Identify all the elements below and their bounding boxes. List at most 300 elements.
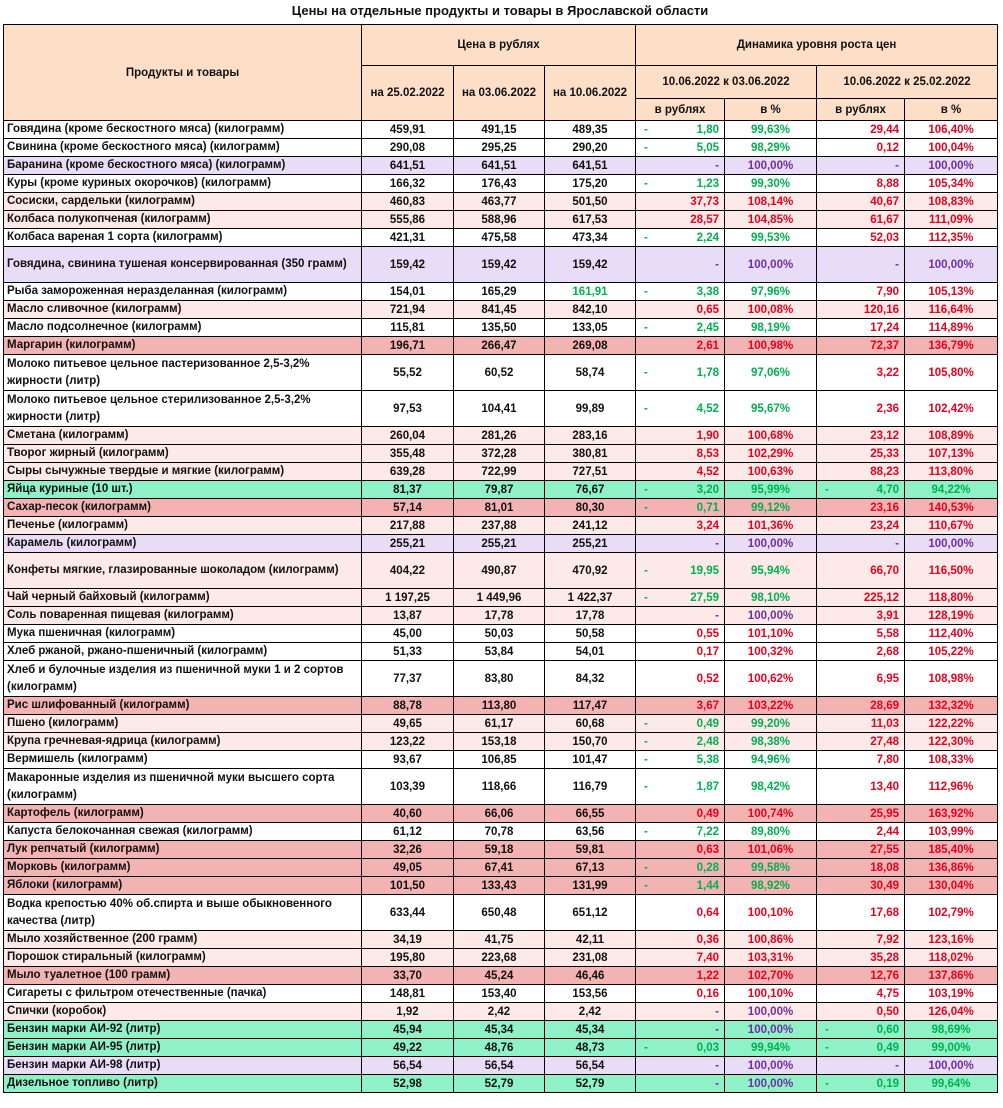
change-pct-week: 102,29% [725,445,817,463]
price-date-1: 721,94 [362,301,454,319]
price-date-1: 49,22 [362,1039,454,1057]
change-rub-week [636,589,725,607]
change-pct-week: 95,99% [725,481,817,499]
price-date-2: 153,18 [454,733,545,751]
change-pct-total: 122,30% [905,733,998,751]
report-title: Цены на отдельные продукты и товары в Ярославской области [291,3,709,18]
change-pct-total: 105,22% [905,643,998,661]
change-pct-week: 100,00% [725,607,817,625]
change-rub-total-value: 28,69 [870,699,899,712]
change-rub-total [817,535,905,553]
change-rub-week [636,949,725,967]
change-rub-total [817,319,905,337]
change-rub-total [817,949,905,967]
table-row [4,535,998,553]
table-row [4,517,998,535]
change-pct-week: 103,31% [725,949,817,967]
price-date-1: 159,42 [362,247,454,283]
change-rub-week-value: 2,61 [696,339,719,352]
change-rub-week [636,319,725,337]
change-rub-week [636,445,725,463]
change-rub-total-value: 27,55 [870,843,899,856]
change-pct-total: 100,04% [905,139,998,157]
change-rub-total [817,481,905,499]
change-rub-week [636,283,725,301]
product-name: Бензин марки АИ-95 (литр) [4,1039,362,1057]
product-name: Сметана (килограмм) [4,427,362,445]
change-rub-week-value: - [715,1059,719,1072]
change-rub-week [636,643,725,661]
price-date-1: 40,60 [362,805,454,823]
price-date-3: 46,46 [545,967,636,985]
table-row [4,211,998,229]
minus-sign: - [825,1041,829,1054]
price-date-2: 133,43 [454,877,545,895]
change-rub-total [817,661,905,697]
change-rub-total [817,1039,905,1057]
change-pct-week: 97,06% [725,355,817,391]
price-date-1: 639,28 [362,463,454,481]
price-date-2: 588,96 [454,211,545,229]
table-row [4,841,998,859]
table-row [4,337,998,355]
change-rub-total [817,445,905,463]
price-date-1: 81,37 [362,481,454,499]
price-date-3: 501,50 [545,193,636,211]
table-body [4,121,998,1093]
change-pct-total: 108,98% [905,661,998,697]
change-rub-week [636,751,725,769]
header-period-2: 10.06.2022 к 25.02.2022 [817,66,998,99]
change-pct-week: 100,74% [725,805,817,823]
change-rub-total-value: 7,92 [876,933,899,946]
change-rub-week-value: 0,16 [696,987,719,1000]
price-date-1: 49,65 [362,715,454,733]
price-date-1: 123,22 [362,733,454,751]
change-rub-week [636,247,725,283]
change-rub-total [817,157,905,175]
change-pct-total: 103,99% [905,823,998,841]
price-date-2: 67,41 [454,859,545,877]
change-rub-total [817,823,905,841]
change-rub-total [817,967,905,985]
change-rub-week-value: 1,80 [696,123,719,136]
table-row [4,427,998,445]
product-name: Печенье (килограмм) [4,517,362,535]
table-row [4,481,998,499]
change-pct-total: 112,96% [905,769,998,805]
change-rub-week [636,733,725,751]
price-date-1: 1,92 [362,1003,454,1021]
header-rub-1: в рублях [636,99,725,121]
table-row [4,985,998,1003]
price-date-3: 150,70 [545,733,636,751]
change-rub-total-value: 17,68 [870,906,899,919]
table-row [4,121,998,139]
change-rub-total [817,733,905,751]
product-name: Сыры сычужные твердые и мягкие (килограмм) [4,463,362,481]
change-pct-total: 100,00% [905,1057,998,1075]
change-pct-total: 94,22% [905,481,998,499]
table-row [4,391,998,427]
price-date-2: 83,80 [454,661,545,697]
header-period-1: 10.06.2022 к 03.06.2022 [636,66,817,99]
change-pct-total: 105,34% [905,175,998,193]
product-name: Лук репчатый (килограмм) [4,841,362,859]
change-pct-total: 130,04% [905,877,998,895]
price-date-3: 269,08 [545,337,636,355]
price-date-2: 48,76 [454,1039,545,1057]
change-rub-total [817,1021,905,1039]
change-rub-total [817,715,905,733]
change-pct-total: 126,04% [905,1003,998,1021]
price-date-3: 42,11 [545,931,636,949]
change-rub-total-value: 0,19 [876,1077,899,1090]
price-date-3: 161,91 [545,283,636,301]
product-name: Порошок стиральный (килограмм) [4,949,362,967]
change-pct-total: 122,22% [905,715,998,733]
product-name: Мука пшеничная (килограмм) [4,625,362,643]
change-rub-total-value: 40,67 [870,195,899,208]
change-pct-week: 101,10% [725,625,817,643]
product-name: Водка крепостью 40% об.спирта и выше обыкновенного качества (литр) [4,895,362,931]
change-rub-total-value: 4,70 [876,483,899,496]
header-products: Продукты и товары [4,25,362,121]
change-rub-total-value: 7,90 [876,285,899,298]
header-date-3: на 10.06.2022 [545,66,636,121]
change-rub-week-value: 0,65 [696,303,719,316]
price-date-3: 60,68 [545,715,636,733]
change-rub-week-value: - [715,537,719,550]
change-pct-week: 99,30% [725,175,817,193]
price-date-2: 650,48 [454,895,545,931]
change-rub-week-value: 1,44 [696,879,719,892]
change-pct-week: 100,10% [725,985,817,1003]
change-rub-total-value: 0,49 [876,1041,899,1054]
price-date-1: 93,67 [362,751,454,769]
price-date-1: 148,81 [362,985,454,1003]
change-pct-total: 116,64% [905,301,998,319]
change-rub-total [817,229,905,247]
change-rub-total-value: 3,91 [876,609,899,622]
change-rub-week-value: 3,20 [696,483,719,496]
price-date-1: 55,52 [362,355,454,391]
change-pct-week: 98,29% [725,139,817,157]
change-rub-week [636,463,725,481]
change-pct-week: 99,53% [725,229,817,247]
product-name: Пшено (килограмм) [4,715,362,733]
change-pct-week: 100,86% [725,931,817,949]
header-price-group: Цена в рублях [362,25,636,66]
change-pct-total: 136,79% [905,337,998,355]
minus-sign: - [644,591,648,604]
change-rub-total-value: 6,95 [876,672,899,685]
change-rub-week-value: 2,24 [696,231,719,244]
table-row [4,301,998,319]
minus-sign: - [644,1041,648,1054]
change-pct-week: 100,00% [725,535,817,553]
price-date-3: 101,47 [545,751,636,769]
change-rub-total [817,625,905,643]
price-date-3: 63,56 [545,823,636,841]
price-date-2: 45,34 [454,1021,545,1039]
price-date-2: 135,50 [454,319,545,337]
price-date-3: 17,78 [545,607,636,625]
change-rub-total-value: 11,03 [870,717,899,730]
change-rub-week [636,391,725,427]
change-rub-total-value: 0,12 [876,141,899,154]
change-rub-total [817,463,905,481]
price-date-1: 1 197,25 [362,589,454,607]
change-rub-total-value: 0,50 [876,1005,899,1018]
change-rub-week-value: 3,38 [696,285,719,298]
change-rub-total-value: 2,68 [876,645,899,658]
change-pct-total: 140,53% [905,499,998,517]
change-rub-total [817,193,905,211]
price-date-2: 79,87 [454,481,545,499]
price-date-2: 223,68 [454,949,545,967]
price-date-1: 32,26 [362,841,454,859]
table-row [4,769,998,805]
change-pct-week: 99,58% [725,859,817,877]
price-date-1: 255,21 [362,535,454,553]
table-row [4,607,998,625]
change-pct-week: 100,00% [725,1057,817,1075]
product-name: Яблоки (килограмм) [4,877,362,895]
change-pct-total: 123,16% [905,931,998,949]
change-rub-total [817,283,905,301]
price-date-3: 59,81 [545,841,636,859]
header-pct-1: в % [725,99,817,121]
change-rub-total [817,139,905,157]
change-rub-total-value: 2,36 [876,402,899,415]
change-rub-week [636,337,725,355]
product-name: Карамель (килограмм) [4,535,362,553]
price-date-2: 70,78 [454,823,545,841]
price-date-2: 50,03 [454,625,545,643]
price-date-2: 841,45 [454,301,545,319]
change-rub-week [636,175,725,193]
minus-sign: - [644,285,648,298]
price-date-3: 99,89 [545,391,636,427]
price-date-3: 470,92 [545,553,636,589]
change-pct-week: 99,94% [725,1039,817,1057]
minus-sign: - [644,366,648,379]
product-name: Крупа гречневая-ядрица (килограмм) [4,733,362,751]
change-rub-total [817,301,905,319]
price-date-2: 106,85 [454,751,545,769]
price-date-3: 131,99 [545,877,636,895]
change-rub-total [817,499,905,517]
price-date-1: 34,19 [362,931,454,949]
product-name: Баранина (кроме бескостного мяса) (килограмм) [4,157,362,175]
table-row [4,1075,998,1093]
change-pct-week: 100,00% [725,157,817,175]
change-rub-week-value: 1,23 [696,177,719,190]
change-pct-week: 102,70% [725,967,817,985]
price-date-2: 475,58 [454,229,545,247]
product-name: Сахар-песок (килограмм) [4,499,362,517]
change-rub-total [817,589,905,607]
change-pct-week: 100,98% [725,337,817,355]
price-date-1: 641,51 [362,157,454,175]
product-name: Бензин марки АИ-98 (литр) [4,1057,362,1075]
change-rub-total-value: 72,37 [870,339,899,352]
change-rub-week-value: 1,87 [696,780,719,793]
change-rub-total [817,877,905,895]
change-rub-total-value: 25,33 [870,447,899,460]
change-rub-total [817,697,905,715]
minus-sign: - [644,501,648,514]
change-rub-week [636,553,725,589]
change-rub-total-value: 12,76 [870,969,899,982]
change-rub-week [636,535,725,553]
change-rub-total [817,931,905,949]
header-date-2: на 03.06.2022 [454,66,545,121]
change-pct-total: 118,80% [905,589,998,607]
change-pct-total: 128,19% [905,607,998,625]
change-rub-total-value: 225,12 [863,591,899,604]
price-date-1: 260,04 [362,427,454,445]
product-name: Свинина (кроме бескостного мяса) (килограмм) [4,139,362,157]
change-rub-week [636,859,725,877]
change-rub-week-value: 0,64 [696,906,719,919]
price-date-2: 66,06 [454,805,545,823]
price-date-1: 88,78 [362,697,454,715]
price-date-3: 66,55 [545,805,636,823]
minus-sign: - [825,483,829,496]
change-rub-week-value: 1,78 [696,366,719,379]
change-rub-week-value: 2,45 [696,321,719,334]
price-date-1: 13,87 [362,607,454,625]
change-pct-week: 98,10% [725,589,817,607]
minus-sign: - [644,879,648,892]
change-rub-total [817,607,905,625]
change-rub-week [636,841,725,859]
change-rub-total [817,553,905,589]
change-rub-week [636,715,725,733]
table-row [4,463,998,481]
price-date-1: 460,83 [362,193,454,211]
price-date-1: 103,39 [362,769,454,805]
change-pct-total: 100,00% [905,535,998,553]
product-name: Рис шлифованный (килограмм) [4,697,362,715]
change-pct-total: 102,42% [905,391,998,427]
price-date-3: 84,32 [545,661,636,697]
change-pct-total: 99,64% [905,1075,998,1093]
change-rub-week-value: 0,17 [696,645,719,658]
table-row [4,139,998,157]
price-date-3: 117,47 [545,697,636,715]
price-date-1: 101,50 [362,877,454,895]
product-name: Макаронные изделия из пшеничной муки высшего сорта (килограмм) [4,769,362,805]
table-row [4,157,998,175]
change-pct-week: 100,63% [725,463,817,481]
table-row [4,283,998,301]
price-date-2: 641,51 [454,157,545,175]
change-pct-total: 114,89% [905,319,998,337]
price-date-3: 67,13 [545,859,636,877]
change-pct-total: 185,40% [905,841,998,859]
table-row [4,733,998,751]
change-pct-total: 105,13% [905,283,998,301]
change-rub-week [636,1003,725,1021]
change-pct-total: 108,33% [905,751,998,769]
change-rub-total [817,895,905,931]
change-pct-week: 108,14% [725,193,817,211]
change-rub-week [636,1039,725,1057]
table-row [4,931,998,949]
change-rub-total-value: 4,75 [876,987,899,1000]
change-rub-week-value: 3,24 [696,519,719,532]
price-date-2: 295,25 [454,139,545,157]
change-rub-week-value: 8,53 [696,447,719,460]
product-name: Соль поваренная пищевая (килограмм) [4,607,362,625]
table-row [4,661,998,697]
change-pct-week: 104,85% [725,211,817,229]
price-date-1: 97,53 [362,391,454,427]
minus-sign: - [644,735,648,748]
change-rub-week [636,211,725,229]
price-date-3: 255,21 [545,535,636,553]
change-pct-total: 110,67% [905,517,998,535]
change-rub-total-value: 23,16 [870,501,899,514]
change-pct-total: 118,02% [905,949,998,967]
change-rub-week [636,607,725,625]
price-date-2: 491,15 [454,121,545,139]
table-row [4,895,998,931]
price-date-1: 57,14 [362,499,454,517]
change-pct-week: 100,00% [725,1003,817,1021]
change-rub-total [817,211,905,229]
change-rub-total-value: 5,58 [876,627,899,640]
table-row [4,229,998,247]
change-pct-total: 100,00% [905,247,998,283]
change-rub-total-value: - [895,537,899,550]
change-pct-total: 106,40% [905,121,998,139]
change-pct-total: 111,09% [905,211,998,229]
change-rub-week-value: 1,90 [696,429,719,442]
change-pct-week: 100,32% [725,643,817,661]
table-row [4,967,998,985]
price-date-1: 52,98 [362,1075,454,1093]
change-rub-week-value: 19,95 [690,564,719,577]
price-date-1: 45,94 [362,1021,454,1039]
table-row [4,877,998,895]
table-row [4,805,998,823]
change-rub-total-value: 17,24 [870,321,899,334]
change-rub-week-value: 27,59 [690,591,719,604]
price-date-2: 176,43 [454,175,545,193]
change-rub-total-value: 29,44 [870,123,899,136]
price-date-2: 104,41 [454,391,545,427]
change-rub-total [817,1057,905,1075]
change-rub-week-value: 0,49 [696,807,719,820]
price-date-3: 52,79 [545,1075,636,1093]
table-row [4,697,998,715]
price-date-1: 217,88 [362,517,454,535]
change-pct-total: 108,83% [905,193,998,211]
price-date-1: 404,22 [362,553,454,589]
price-date-2: 490,87 [454,553,545,589]
change-rub-week [636,931,725,949]
price-date-3: 473,34 [545,229,636,247]
price-date-1: 459,91 [362,121,454,139]
price-date-3: 283,16 [545,427,636,445]
change-rub-total [817,841,905,859]
change-rub-total [817,859,905,877]
change-rub-week-value: 7,40 [696,951,719,964]
